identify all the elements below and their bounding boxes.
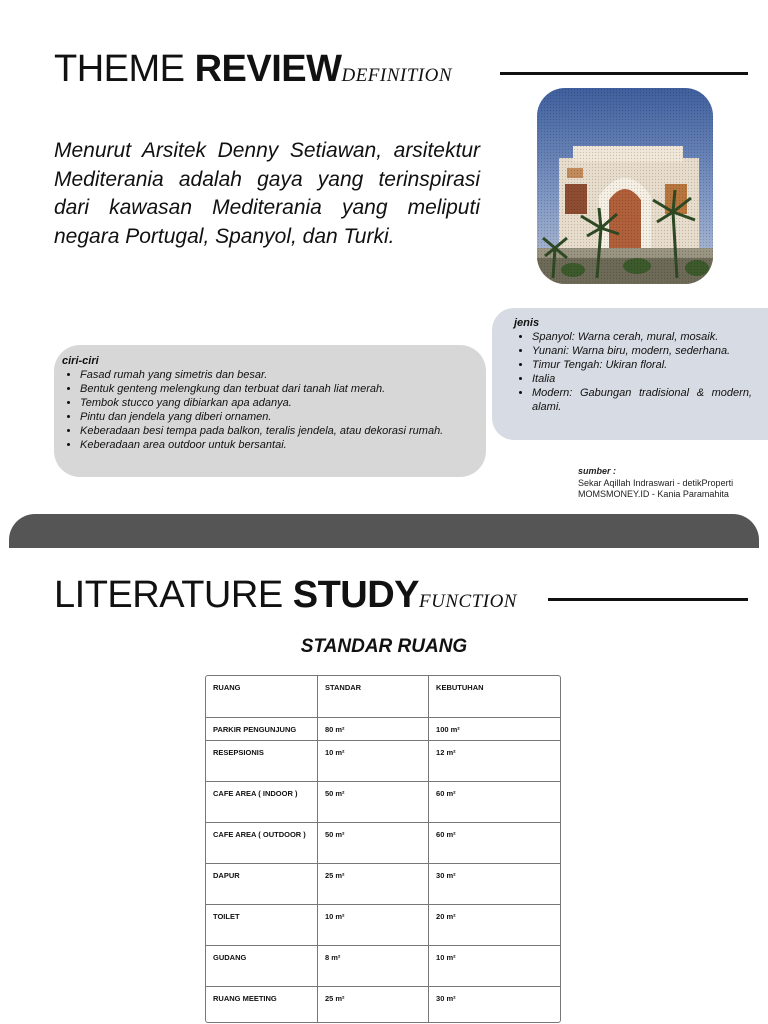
jenis-list [514,330,752,414]
table-cell: CAFE AREA ( INDOOR ) [206,781,317,822]
table-cell: PARKIR PENGUNJUNG [206,717,317,740]
table-row [206,904,560,945]
list-item: • Italia [532,372,752,386]
heading-rule [500,72,748,75]
theme-review-heading [54,46,452,99]
ciri-ciri-list [62,368,486,452]
column-header: STANDAR [317,676,428,717]
table-row [206,740,560,781]
list-item: • Modern: Gabungan tradisional & modern, alami. [532,386,752,414]
heading-light-part: THEME [54,48,195,90]
table-cell: 10 m² [317,904,428,945]
table-cell: 60 m² [429,822,560,863]
heading-rule [548,598,748,601]
heading-subtitle: FUNCTION [419,591,517,612]
table-cell: 100 m² [429,717,560,740]
table-cell: 80 m² [317,717,428,740]
table-cell: DAPUR [206,863,317,904]
table-cell: 8 m² [317,945,428,986]
list-item: • Spanyol: Warna cerah, mural, mosaik. [532,330,752,344]
table-cell: GUDANG [206,945,317,986]
list-item: • Pintu dan jendela yang diberi ornamen. [80,410,486,424]
table-cell: RESEPSIONIS [206,740,317,781]
source-line: MOMSMONEY.ID - Kania Paramahita [578,489,729,499]
table-cell: 20 m² [429,904,560,945]
column-header: KEBUTUHAN [429,676,560,717]
ciri-ciri-title: ciri-ciri [62,355,99,367]
list-item: • Tembok stucco yang dibiarkan apa adanya. [80,396,486,410]
table-row [206,717,560,740]
literature-study-heading [54,572,517,625]
list-item: • Timur Tengah: Ukiran floral. [532,358,752,372]
section-divider-band [9,514,759,548]
standar-ruang-table [205,675,561,1023]
list-item: • Yunani: Warna biru, modern, sederhana. [532,344,752,358]
table-cell: TOILET [206,904,317,945]
table-cell: 25 m² [317,986,428,1022]
sources-title: sumber : [578,466,617,476]
table-cell: 12 m² [429,740,560,781]
column-header: RUANG [213,683,241,692]
jenis-title: jenis [514,317,540,329]
table-cell: CAFE AREA ( OUTDOOR ) [206,822,317,863]
table-cell: 30 m² [429,863,560,904]
jenis-box [492,308,768,440]
table-cell: 50 m² [317,781,428,822]
list-item: • Fasad rumah yang simetris dan besar. [80,368,486,382]
ciri-ciri-box [54,345,486,477]
table-row [206,781,560,822]
table-cell: 50 m² [317,822,428,863]
list-item: • Keberadaan area outdoor untuk bersantai. [80,438,486,452]
table-row [206,822,560,863]
table-title: STANDAR RUANG [300,636,468,657]
heading-subtitle: DEFINITION [341,65,453,86]
table-header-row [206,676,560,717]
table-cell: 25 m² [317,863,428,904]
heading-bold-part: REVIEW [194,48,342,90]
table-row [206,945,560,986]
table-row [206,986,560,1022]
table-cell: 10 m² [317,740,428,781]
intro-paragraph: Menurut Arsitek Denny Setiawan, arsitektur Mediterania adalah gaya yang terinspirasi dari kawasan Mediterania yang meliputi negara Portugal, Spanyol, dan Turki. [54,139,480,248]
sources [578,466,733,501]
list-item: • Keberadaan besi tempa pada balkon, teralis jendela, atau dekorasi rumah. [80,424,486,438]
heading-light-part: LITERATURE [54,574,293,616]
table-cell: 60 m² [429,781,560,822]
table-row [206,863,560,904]
table-cell: RUANG MEETING [206,986,317,1022]
source-line: Sekar Aqillah Indraswari - detikProperti [578,477,734,488]
heading-bold-part: STUDY [292,574,420,616]
list-item: • Bentuk genteng melengkung dan terbuat dari tanah liat merah. [80,382,486,396]
table-cell: 10 m² [429,945,560,986]
table-cell: 30 m² [429,986,560,1022]
mediterranean-house-photo [537,88,713,284]
